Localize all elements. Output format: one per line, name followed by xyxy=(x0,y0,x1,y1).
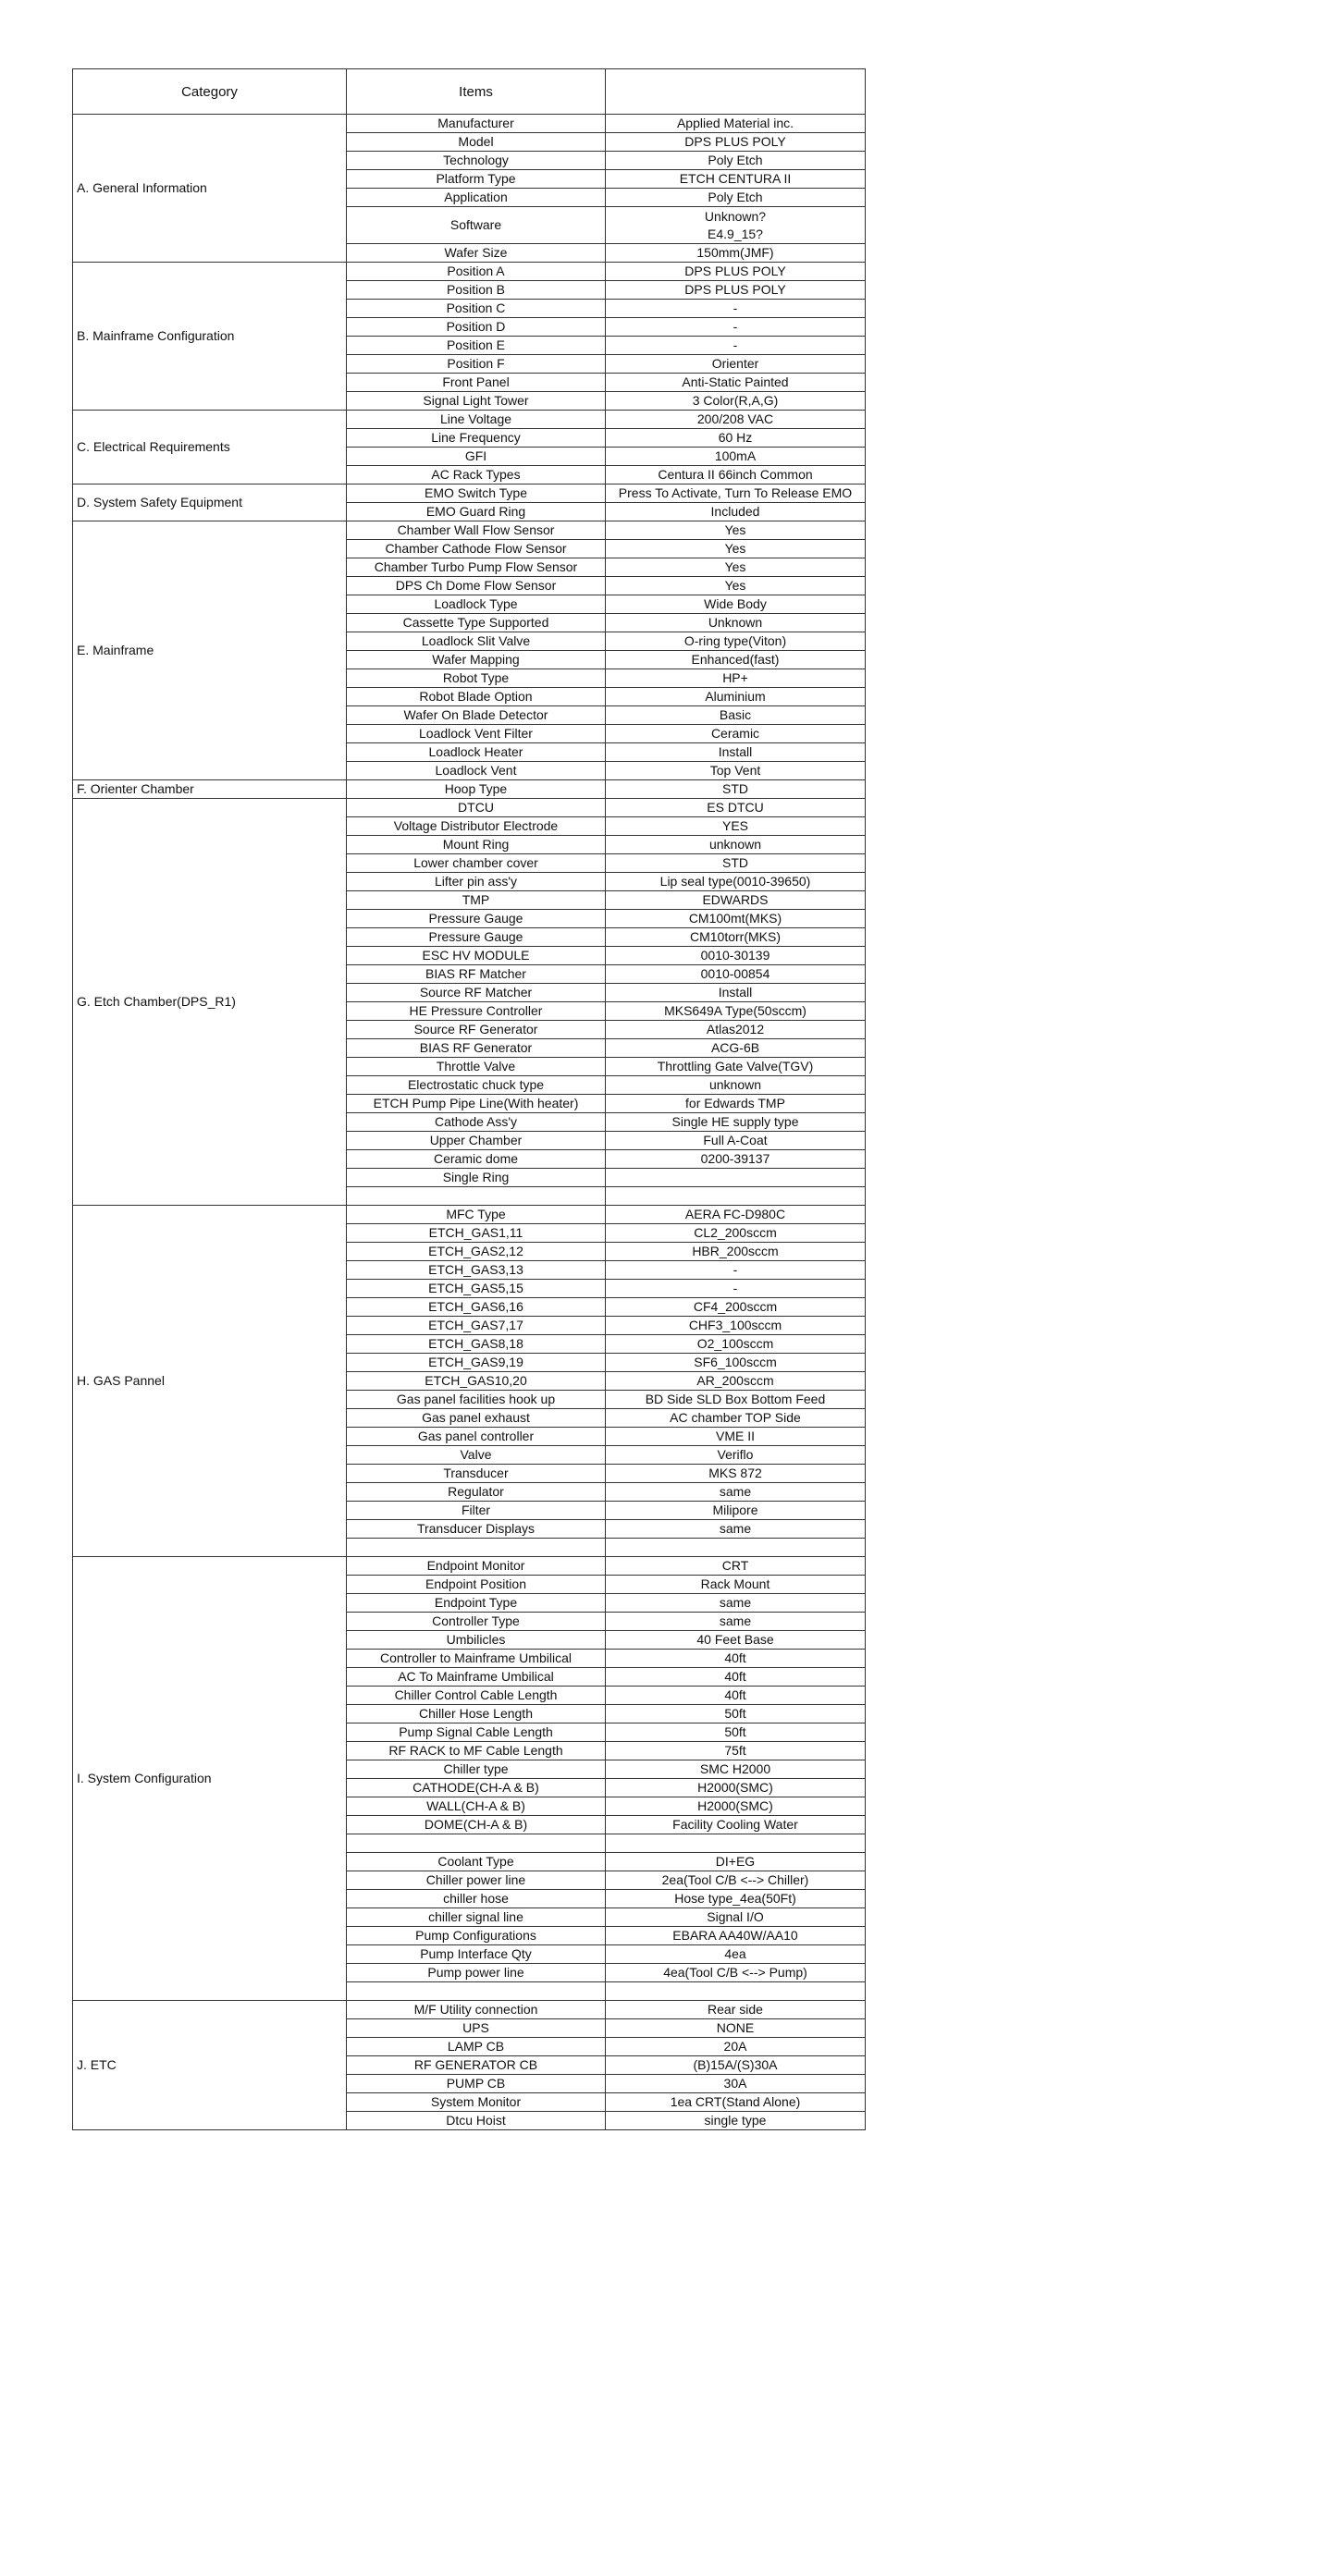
value-cell xyxy=(606,1982,866,2001)
value-cell xyxy=(606,1169,866,1187)
item-cell: ETCH Pump Pipe Line(With heater) xyxy=(347,1095,606,1113)
value-cell: Unknown? E4.9_15? xyxy=(606,207,866,244)
item-cell: ETCH_GAS8,18 xyxy=(347,1335,606,1354)
value-cell: Top Vent xyxy=(606,762,866,780)
item-cell: ETCH_GAS5,15 xyxy=(347,1280,606,1298)
value-cell: Rack Mount xyxy=(606,1576,866,1594)
category-cell: F. Orienter Chamber xyxy=(73,780,347,799)
item-cell: Platform Type xyxy=(347,170,606,189)
value-cell: Poly Etch xyxy=(606,152,866,170)
item-cell: RF GENERATOR CB xyxy=(347,2056,606,2075)
value-cell: 0200-39137 xyxy=(606,1150,866,1169)
item-cell: Throttle Valve xyxy=(347,1058,606,1076)
value-cell: 100mA xyxy=(606,448,866,466)
table-row xyxy=(73,115,866,133)
value-cell: 0010-00854 xyxy=(606,965,866,984)
value-cell: same xyxy=(606,1613,866,1631)
value-cell: CF4_200sccm xyxy=(606,1298,866,1317)
category-cell: D. System Safety Equipment xyxy=(73,485,347,521)
item-cell: Lower chamber cover xyxy=(347,854,606,873)
value-cell: Unknown xyxy=(606,614,866,632)
value-cell: Throttling Gate Valve(TGV) xyxy=(606,1058,866,1076)
value-cell: Aluminium xyxy=(606,688,866,706)
item-cell xyxy=(347,1834,606,1853)
value-cell: BD Side SLD Box Bottom Feed xyxy=(606,1391,866,1409)
value-cell: CM10torr(MKS) xyxy=(606,928,866,947)
item-cell: Upper Chamber xyxy=(347,1132,606,1150)
item-cell: Endpoint Position xyxy=(347,1576,606,1594)
value-cell: AC chamber TOP Side xyxy=(606,1409,866,1428)
value-cell: DPS PLUS POLY xyxy=(606,281,866,300)
item-cell: Position B xyxy=(347,281,606,300)
value-cell: CHF3_100sccm xyxy=(606,1317,866,1335)
value-cell: Yes xyxy=(606,577,866,595)
value-cell: - xyxy=(606,337,866,355)
item-cell: Line Frequency xyxy=(347,429,606,448)
value-cell: Rear side xyxy=(606,2001,866,2019)
category-cell: B. Mainframe Configuration xyxy=(73,263,347,411)
value-cell: Yes xyxy=(606,540,866,558)
item-cell: System Monitor xyxy=(347,2093,606,2112)
value-cell: Anti-Static Painted xyxy=(606,374,866,392)
value-cell: HBR_200sccm xyxy=(606,1243,866,1261)
item-cell: Valve xyxy=(347,1446,606,1465)
value-cell: Full A-Coat xyxy=(606,1132,866,1150)
value-cell: Centura II 66inch Common xyxy=(606,466,866,485)
value-cell: 3 Color(R,A,G) xyxy=(606,392,866,411)
value-cell xyxy=(606,1834,866,1853)
item-cell: Chiller power line xyxy=(347,1871,606,1890)
value-cell: 40ft xyxy=(606,1687,866,1705)
value-cell xyxy=(606,1187,866,1206)
value-cell: EDWARDS xyxy=(606,891,866,910)
item-cell: Transducer Displays xyxy=(347,1520,606,1539)
item-cell: DTCU xyxy=(347,799,606,817)
item-cell: Loadlock Type xyxy=(347,595,606,614)
item-cell: Signal Light Tower xyxy=(347,392,606,411)
item-cell: Mount Ring xyxy=(347,836,606,854)
category-cell: C. Electrical Requirements xyxy=(73,411,347,485)
item-cell: CATHODE(CH-A & B) xyxy=(347,1779,606,1797)
item-cell: Pump power line xyxy=(347,1964,606,1982)
value-cell: 40 Feet Base xyxy=(606,1631,866,1650)
value-cell: Enhanced(fast) xyxy=(606,651,866,669)
item-cell: Electrostatic chuck type xyxy=(347,1076,606,1095)
header-row xyxy=(73,69,866,115)
item-cell: Wafer On Blade Detector xyxy=(347,706,606,725)
item-cell: Loadlock Heater xyxy=(347,743,606,762)
value-cell: STD xyxy=(606,780,866,799)
value-cell: Hose type_4ea(50Ft) xyxy=(606,1890,866,1908)
value-cell: SF6_100sccm xyxy=(606,1354,866,1372)
value-cell: O2_100sccm xyxy=(606,1335,866,1354)
item-cell: Position F xyxy=(347,355,606,374)
value-cell: Single HE supply type xyxy=(606,1113,866,1132)
value-cell: EBARA AA40W/AA10 xyxy=(606,1927,866,1945)
value-cell: Yes xyxy=(606,558,866,577)
value-cell: same xyxy=(606,1483,866,1502)
item-cell: AC To Mainframe Umbilical xyxy=(347,1668,606,1687)
value-cell: CM100mt(MKS) xyxy=(606,910,866,928)
value-cell: 0010-30139 xyxy=(606,947,866,965)
table-row xyxy=(73,411,866,429)
item-cell: DPS Ch Dome Flow Sensor xyxy=(347,577,606,595)
value-cell xyxy=(606,1539,866,1557)
item-cell: Wafer Mapping xyxy=(347,651,606,669)
item-cell: Source RF Generator xyxy=(347,1021,606,1039)
value-cell: Signal I/O xyxy=(606,1908,866,1927)
header-value xyxy=(606,69,866,115)
item-cell: Robot Blade Option xyxy=(347,688,606,706)
value-cell: Press To Activate, Turn To Release EMO xyxy=(606,485,866,503)
value-cell: DI+EG xyxy=(606,1853,866,1871)
item-cell xyxy=(347,1539,606,1557)
table-row xyxy=(73,521,866,540)
item-cell: Chamber Cathode Flow Sensor xyxy=(347,540,606,558)
item-cell: Loadlock Vent xyxy=(347,762,606,780)
item-cell: ETCH_GAS1,11 xyxy=(347,1224,606,1243)
value-cell: - xyxy=(606,1261,866,1280)
table-row xyxy=(73,2001,866,2019)
item-cell: Controller to Mainframe Umbilical xyxy=(347,1650,606,1668)
category-cell: A. General Information xyxy=(73,115,347,263)
value-cell: MKS 872 xyxy=(606,1465,866,1483)
item-cell: WALL(CH-A & B) xyxy=(347,1797,606,1816)
value-cell: ACG-6B xyxy=(606,1039,866,1058)
table-row xyxy=(73,1206,866,1224)
value-cell: Applied Material inc. xyxy=(606,115,866,133)
item-cell: Pressure Gauge xyxy=(347,928,606,947)
item-cell: EMO Guard Ring xyxy=(347,503,606,521)
item-cell: Technology xyxy=(347,152,606,170)
value-cell: Milipore xyxy=(606,1502,866,1520)
value-cell: 60 Hz xyxy=(606,429,866,448)
value-cell: same xyxy=(606,1520,866,1539)
item-cell: ETCH_GAS3,13 xyxy=(347,1261,606,1280)
item-cell: Chiller Hose Length xyxy=(347,1705,606,1723)
item-cell: Chiller Control Cable Length xyxy=(347,1687,606,1705)
value-cell: MKS649A Type(50sccm) xyxy=(606,1002,866,1021)
value-cell: YES xyxy=(606,817,866,836)
item-cell: Loadlock Slit Valve xyxy=(347,632,606,651)
item-cell: Wafer Size xyxy=(347,244,606,263)
item-cell: Umbilicles xyxy=(347,1631,606,1650)
value-cell: H2000(SMC) xyxy=(606,1779,866,1797)
item-cell: Endpoint Monitor xyxy=(347,1557,606,1576)
item-cell xyxy=(347,1982,606,2001)
item-cell: Pressure Gauge xyxy=(347,910,606,928)
value-cell: AERA FC-D980C xyxy=(606,1206,866,1224)
item-cell: ETCH_GAS7,17 xyxy=(347,1317,606,1335)
category-cell: E. Mainframe xyxy=(73,521,347,780)
item-cell: ETCH_GAS2,12 xyxy=(347,1243,606,1261)
item-cell: EMO Switch Type xyxy=(347,485,606,503)
item-cell: Source RF Matcher xyxy=(347,984,606,1002)
item-cell: ETCH_GAS10,20 xyxy=(347,1372,606,1391)
value-cell: 200/208 VAC xyxy=(606,411,866,429)
item-cell: Application xyxy=(347,189,606,207)
item-cell: TMP xyxy=(347,891,606,910)
item-cell: Position C xyxy=(347,300,606,318)
value-cell: Facility Cooling Water xyxy=(606,1816,866,1834)
value-cell: Ceramic xyxy=(606,725,866,743)
table-row xyxy=(73,780,866,799)
item-cell: PUMP CB xyxy=(347,2075,606,2093)
item-cell: chiller hose xyxy=(347,1890,606,1908)
value-cell: DPS PLUS POLY xyxy=(606,133,866,152)
item-cell: Voltage Distributor Electrode xyxy=(347,817,606,836)
item-cell: Software xyxy=(347,207,606,244)
header-items: Items xyxy=(347,69,606,115)
spec-table xyxy=(72,68,866,2130)
value-cell: SMC H2000 xyxy=(606,1760,866,1779)
item-cell: Position A xyxy=(347,263,606,281)
value-cell: 40ft xyxy=(606,1668,866,1687)
item-cell: Dtcu Hoist xyxy=(347,2112,606,2130)
item-cell: MFC Type xyxy=(347,1206,606,1224)
item-cell: Single Ring xyxy=(347,1169,606,1187)
item-cell: Cathode Ass'y xyxy=(347,1113,606,1132)
value-cell: Orienter xyxy=(606,355,866,374)
item-cell: Line Voltage xyxy=(347,411,606,429)
item-cell: Model xyxy=(347,133,606,152)
item-cell xyxy=(347,1187,606,1206)
spec-body xyxy=(73,115,866,2130)
item-cell: Regulator xyxy=(347,1483,606,1502)
value-cell: Atlas2012 xyxy=(606,1021,866,1039)
item-cell: HE Pressure Controller xyxy=(347,1002,606,1021)
item-cell: Coolant Type xyxy=(347,1853,606,1871)
value-cell: STD xyxy=(606,854,866,873)
item-cell: ESC HV MODULE xyxy=(347,947,606,965)
item-cell: Position E xyxy=(347,337,606,355)
value-cell: ETCH CENTURA II xyxy=(606,170,866,189)
item-cell: Pump Signal Cable Length xyxy=(347,1723,606,1742)
item-cell: ETCH_GAS9,19 xyxy=(347,1354,606,1372)
item-cell: LAMP CB xyxy=(347,2038,606,2056)
item-cell: Gas panel controller xyxy=(347,1428,606,1446)
value-cell: DPS PLUS POLY xyxy=(606,263,866,281)
item-cell: Robot Type xyxy=(347,669,606,688)
value-cell: O-ring type(Viton) xyxy=(606,632,866,651)
table-row xyxy=(73,799,866,817)
item-cell: Pump Interface Qty xyxy=(347,1945,606,1964)
item-cell: Cassette Type Supported xyxy=(347,614,606,632)
value-cell: unknown xyxy=(606,1076,866,1095)
item-cell: Filter xyxy=(347,1502,606,1520)
value-cell: unknown xyxy=(606,836,866,854)
value-cell: Install xyxy=(606,743,866,762)
value-cell: Lip seal type(0010-39650) xyxy=(606,873,866,891)
value-cell: AR_200sccm xyxy=(606,1372,866,1391)
item-cell: Gas panel facilities hook up xyxy=(347,1391,606,1409)
value-cell: 30A xyxy=(606,2075,866,2093)
value-cell: 1ea CRT(Stand Alone) xyxy=(606,2093,866,2112)
item-cell: Chamber Turbo Pump Flow Sensor xyxy=(347,558,606,577)
value-cell: 4ea(Tool C/B <--> Pump) xyxy=(606,1964,866,1982)
value-cell: CRT xyxy=(606,1557,866,1576)
item-cell: Lifter pin ass'y xyxy=(347,873,606,891)
value-cell: Yes xyxy=(606,521,866,540)
value-cell: 4ea xyxy=(606,1945,866,1964)
item-cell: Front Panel xyxy=(347,374,606,392)
value-cell: CL2_200sccm xyxy=(606,1224,866,1243)
value-cell: Included xyxy=(606,503,866,521)
value-cell: 2ea(Tool C/B <--> Chiller) xyxy=(606,1871,866,1890)
value-cell: ES DTCU xyxy=(606,799,866,817)
item-cell: Gas panel exhaust xyxy=(347,1409,606,1428)
header-category: Category xyxy=(73,69,347,115)
item-cell: Hoop Type xyxy=(347,780,606,799)
item-cell: ETCH_GAS6,16 xyxy=(347,1298,606,1317)
value-cell: - xyxy=(606,318,866,337)
value-cell: (B)15A/(S)30A xyxy=(606,2056,866,2075)
item-cell: Manufacturer xyxy=(347,115,606,133)
item-cell: Chamber Wall Flow Sensor xyxy=(347,521,606,540)
value-cell: H2000(SMC) xyxy=(606,1797,866,1816)
item-cell: M/F Utility connection xyxy=(347,2001,606,2019)
value-cell: VME II xyxy=(606,1428,866,1446)
value-cell: 150mm(JMF) xyxy=(606,244,866,263)
item-cell: BIAS RF Generator xyxy=(347,1039,606,1058)
item-cell: Ceramic dome xyxy=(347,1150,606,1169)
item-cell: DOME(CH-A & B) xyxy=(347,1816,606,1834)
value-cell: Veriflo xyxy=(606,1446,866,1465)
item-cell: Chiller type xyxy=(347,1760,606,1779)
table-row xyxy=(73,1557,866,1576)
category-cell: I. System Configuration xyxy=(73,1557,347,2001)
item-cell: Loadlock Vent Filter xyxy=(347,725,606,743)
value-cell: Basic xyxy=(606,706,866,725)
value-cell: NONE xyxy=(606,2019,866,2038)
item-cell: Pump Configurations xyxy=(347,1927,606,1945)
value-cell: Poly Etch xyxy=(606,189,866,207)
table-row xyxy=(73,263,866,281)
value-cell: for Edwards TMP xyxy=(606,1095,866,1113)
item-cell: GFI xyxy=(347,448,606,466)
category-cell: J. ETC xyxy=(73,2001,347,2130)
value-cell: 50ft xyxy=(606,1723,866,1742)
value-cell: HP+ xyxy=(606,669,866,688)
value-cell: single type xyxy=(606,2112,866,2130)
item-cell: chiller signal line xyxy=(347,1908,606,1927)
item-cell: RF RACK to MF Cable Length xyxy=(347,1742,606,1760)
value-cell: - xyxy=(606,1280,866,1298)
item-cell: Endpoint Type xyxy=(347,1594,606,1613)
value-cell: - xyxy=(606,300,866,318)
value-cell: Wide Body xyxy=(606,595,866,614)
value-cell: 50ft xyxy=(606,1705,866,1723)
value-cell: 20A xyxy=(606,2038,866,2056)
item-cell: Controller Type xyxy=(347,1613,606,1631)
item-cell: AC Rack Types xyxy=(347,466,606,485)
category-cell: H. GAS Pannel xyxy=(73,1206,347,1557)
table-row xyxy=(73,485,866,503)
item-cell: Transducer xyxy=(347,1465,606,1483)
item-cell: Position D xyxy=(347,318,606,337)
value-cell: same xyxy=(606,1594,866,1613)
category-cell: G. Etch Chamber(DPS_R1) xyxy=(73,799,347,1206)
item-cell: BIAS RF Matcher xyxy=(347,965,606,984)
item-cell: UPS xyxy=(347,2019,606,2038)
value-cell: 40ft xyxy=(606,1650,866,1668)
value-cell: Install xyxy=(606,984,866,1002)
value-cell: 75ft xyxy=(606,1742,866,1760)
